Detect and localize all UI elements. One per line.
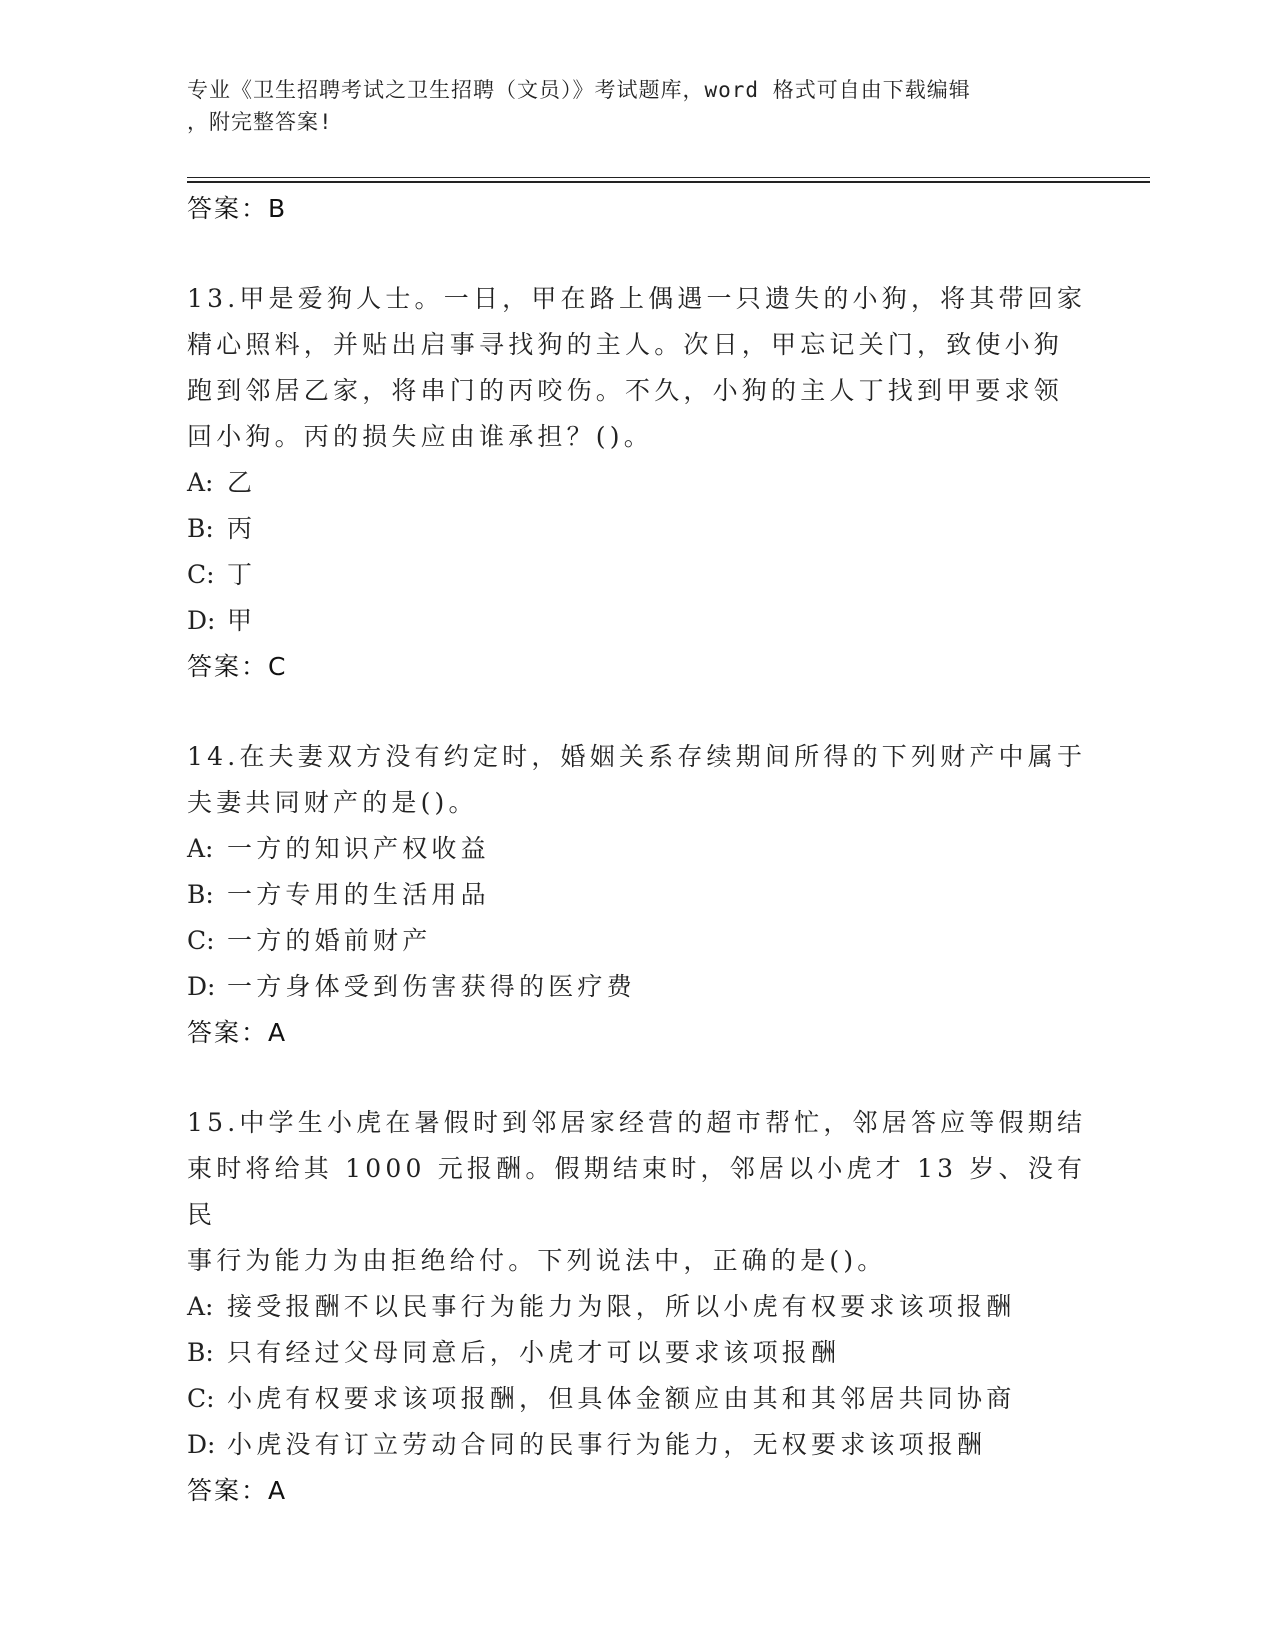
option-a — [187, 826, 1087, 872]
option-text: 丙 — [227, 514, 257, 543]
option-b — [187, 1330, 1087, 1376]
answer-line: 答案：A — [187, 1476, 288, 1505]
option-c — [187, 1376, 1087, 1422]
option-text: 丁 — [227, 560, 257, 589]
option-text: 一方专用的生活用品 — [227, 880, 490, 909]
option-c — [187, 918, 1087, 964]
question-stem-line: 事行为能力为由拒绝给付。下列说法中，正确的是()。 — [187, 1246, 887, 1275]
option-text: 一方的知识产权收益 — [227, 834, 490, 863]
option-text: 甲 — [227, 606, 257, 635]
option-label: D: — [187, 1430, 216, 1459]
question-stem-line: 13.甲是爱狗人士。一日，甲在路上偶遇一只遗失的小狗，将其带回家 — [187, 284, 1087, 313]
question-stem-line: 夫妻共同财产的是()。 — [187, 788, 478, 817]
option-b — [187, 506, 1087, 552]
option-list — [187, 1284, 1087, 1468]
question-stem-line: 15.中学生小虎在暑假时到邻居家经营的超市帮忙，邻居答应等假期结 — [187, 1108, 1087, 1137]
option-list — [187, 460, 1087, 644]
option-label: C: — [187, 1384, 215, 1413]
header-line-2: ，附完整答案! — [187, 110, 333, 134]
option-label: B: — [187, 1338, 214, 1367]
option-list — [187, 826, 1087, 1010]
question-stem-line: 回小狗。丙的损失应由谁承担？()。 — [187, 422, 653, 451]
question-block — [187, 1100, 1087, 1514]
question-stem — [187, 276, 1087, 460]
option-text: 一方身体受到伤害获得的医疗费 — [227, 972, 636, 1001]
answer-line: 答案：A — [187, 1018, 288, 1047]
option-text: 乙 — [227, 468, 257, 497]
answer-line: 答案：C — [187, 652, 288, 681]
header-line-1: 专业《卫生招聘考试之卫生招聘（文员）》考试题库，word 格式可自由下载编辑 — [187, 78, 971, 102]
option-label: C: — [187, 560, 215, 589]
spacer — [187, 1056, 1087, 1100]
option-label: A: — [187, 1292, 214, 1321]
question-list — [187, 186, 1087, 1514]
question-stem-line: 精心照料，并贴出启事寻找狗的主人。次日，甲忘记关门，致使小狗 — [187, 330, 1064, 359]
question-block — [187, 734, 1087, 1056]
option-text: 小虎没有订立劳动合同的民事行为能力，无权要求该项报酬 — [227, 1430, 987, 1459]
spacer — [187, 690, 1087, 734]
option-b — [187, 872, 1087, 918]
option-label: D: — [187, 972, 216, 1001]
option-label: B: — [187, 880, 214, 909]
option-label: B: — [187, 514, 214, 543]
question-stem-line: 跑到邻居乙家，将串门的丙咬伤。不久，小狗的主人丁找到甲要求领 — [187, 376, 1064, 405]
option-d — [187, 964, 1087, 1010]
option-text: 小虎有权要求该项报酬，但具体金额应由其和其邻居共同协商 — [227, 1384, 1016, 1413]
option-text: 接受报酬不以民事行为能力为限，所以小虎有权要求该项报酬 — [227, 1292, 1016, 1321]
option-label: C: — [187, 926, 215, 955]
option-text: 一方的婚前财产 — [227, 926, 432, 955]
option-c — [187, 552, 1087, 598]
header-divider-thin — [187, 177, 1150, 178]
question-stem — [187, 1100, 1087, 1284]
option-d — [187, 1422, 1087, 1468]
header-divider-thick — [187, 181, 1150, 183]
option-d — [187, 598, 1087, 644]
answer-line: 答案：B — [187, 194, 288, 223]
option-a — [187, 460, 1087, 506]
option-label: A: — [187, 468, 214, 497]
option-a — [187, 1284, 1087, 1330]
option-label: D: — [187, 606, 216, 635]
option-label: A: — [187, 834, 214, 863]
question-stem — [187, 734, 1087, 826]
question-block — [187, 276, 1087, 690]
page-header — [187, 74, 1087, 138]
question-stem-line: 束时将给其 1000 元报酬。假期结束时，邻居以小虎才 13 岁、没有民 — [187, 1154, 1087, 1229]
question-stem-line: 14.在夫妻双方没有约定时，婚姻关系存续期间所得的下列财产中属于 — [187, 742, 1087, 771]
option-text: 只有经过父母同意后，小虎才可以要求该项报酬 — [227, 1338, 841, 1367]
